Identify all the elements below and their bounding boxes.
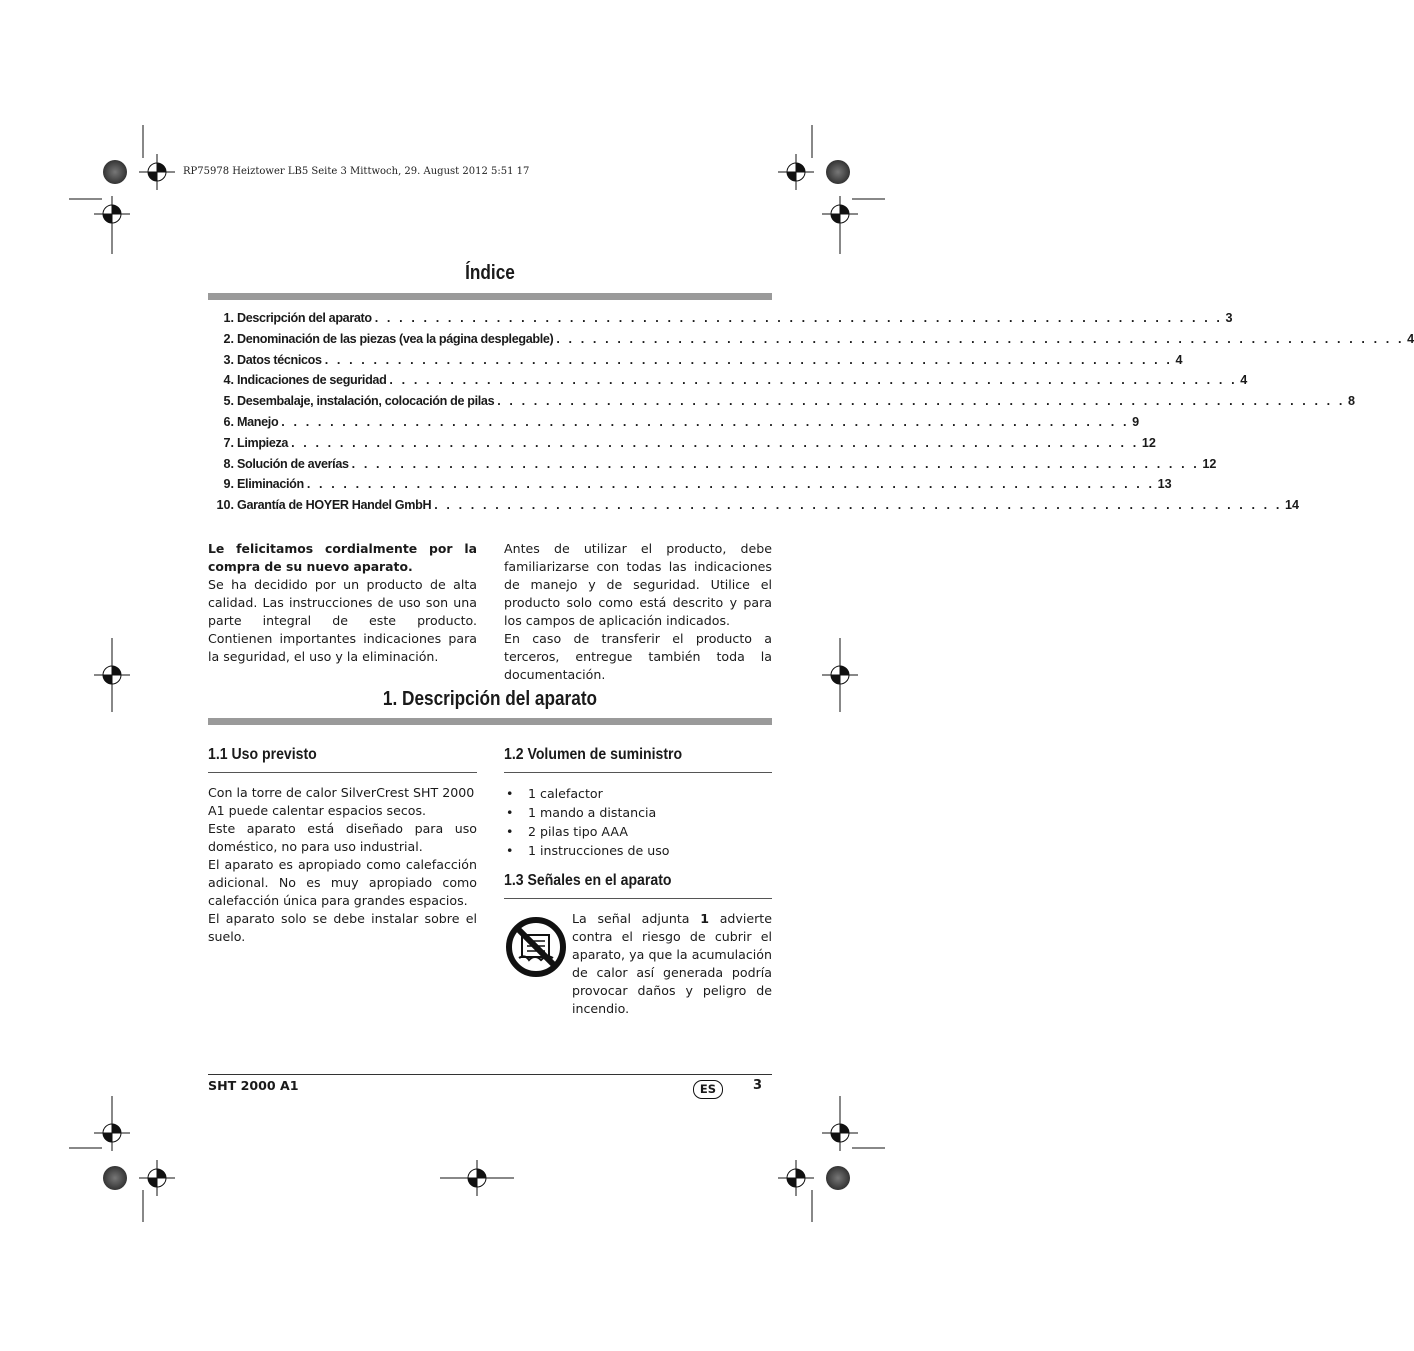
- print-info: RP75978 Heiztower LB5 Seite 3 Mittwoch, 29. August 2012 5:51 17: [183, 166, 530, 177]
- index-title: Índice: [465, 262, 515, 284]
- intro-right-p2: En caso de transferir el producto a terceros, entregue también toda la documentación.: [504, 631, 772, 682]
- list-item: • 1 instrucciones de uso: [504, 841, 772, 860]
- uso-p4: El aparato solo se debe instalar sobre el suelo.: [208, 911, 477, 944]
- toc-item[interactable]: 3. Datos técnicos . . . . . . . . . . . . . . . . . . . . . . . . . . . . . . . . . . . . . . . . . . . . . . . . . . . . . . . . . . . . . . . . . . . . . . 4: [223, 352, 1183, 367]
- intro-left-text: Se ha decidido por un producto de alta calidad. Las instrucciones de uso son una parte integral de este producto. Contienen importantes indicaciones para la seguridad, el uso y la eliminación.: [208, 577, 477, 664]
- toc-item[interactable]: 4. Indicaciones de seguridad . . . . . . . . . . . . . . . . . . . . . . . . . . . . . . . . . . . . . . . . . . . . . . . . . . . . . . . . . . . . . . . . . . . . . . 4: [223, 373, 1248, 388]
- toc-item[interactable]: 1. Descripción del aparato . . . . . . . . . . . . . . . . . . . . . . . . . . . . . . . . . . . . . . . . . . . . . . . . . . . . . . . . . . . . . . . . . . . . . . 3: [223, 311, 1233, 325]
- senales-text: La señal adjunta 1 advierte contra el riesgo de cubrir el aparato, ya que la acumulación de calor así generada podría provocar daños y peligro de incendio.: [572, 911, 772, 1016]
- index-rule: [208, 293, 772, 300]
- volumen-heading: 1.2 Volumen de suministro: [504, 746, 683, 763]
- toc-item[interactable]: 7. Limpieza . . . . . . . . . . . . . . . . . . . . . . . . . . . . . . . . . . . . . . . . . . . . . . . . . . . . . . . . . . . . . . . . . . . . . . 12: [223, 435, 1156, 450]
- uso-heading-rule: [208, 772, 477, 773]
- senales-heading: 1.3 Señales en el aparato: [504, 872, 672, 889]
- list-item: • 1 calefactor: [504, 784, 772, 803]
- uso-previsto-body: [208, 784, 477, 946]
- list-item: • 1 mando a distancia: [504, 803, 772, 822]
- toc-item[interactable]: 8. Solución de averías . . . . . . . . . . . . . . . . . . . . . . . . . . . . . . . . . . . . . . . . . . . . . . . . . . . . . . . . . . . . . . . . . . . . . . 12: [223, 456, 1217, 471]
- uso-p2: Este aparato está diseñado para uso doméstico, no para uso industrial.: [208, 821, 477, 854]
- language-badge: ES: [693, 1080, 723, 1099]
- do-not-cover-icon: [505, 916, 567, 978]
- uso-p3: El aparato es apropiado como calefacción adicional. No es muy apropiado como calefacción única para grandes espacios.: [208, 857, 477, 908]
- intro-right-p1: Antes de utilizar el producto, debe familiarizarse con todas las indicaciones de manejo y de seguridad. Utilice el producto solo como está descrito y para los campos de aplicación indicados.: [504, 541, 772, 628]
- footer-model: SHT 2000 A1: [208, 1078, 299, 1093]
- uso-p1: Con la torre de calor SilverCrest SHT 2000 A1 puede calentar espacios secos.: [208, 785, 475, 818]
- toc-item[interactable]: 5. Desembalaje, instalación, colocación de pilas . . . . . . . . . . . . . . . . . . . . . . . . . . . . . . . . . . . . . . . . . . . . . . . . . . . . . . . . . . . . . . . . . . . . . . 8: [223, 394, 1355, 409]
- page-number: 3: [753, 1078, 763, 1093]
- toc-item[interactable]: 2. Denominación de las piezas (vea la página desplegable) . . . . . . . . . . . . . . . . . . . . . . . . . . . . . . . . . . . . . . . . . . . . . . . . . . . . . . . . . . . . . . . . . . . . . . 4: [223, 331, 1414, 346]
- toc-item[interactable]: 9. Eliminación . . . . . . . . . . . . . . . . . . . . . . . . . . . . . . . . . . . . . . . . . . . . . . . . . . . . . . . . . . . . . . . . . . . . . . 13: [223, 477, 1172, 492]
- volumen-heading-rule: [504, 772, 772, 773]
- senales-heading-rule: [504, 898, 772, 899]
- intro-right: [504, 540, 772, 684]
- uso-previsto-heading: 1.1 Uso previsto: [208, 746, 317, 763]
- toc-item[interactable]: 6. Manejo . . . . . . . . . . . . . . . . . . . . . . . . . . . . . . . . . . . . . . . . . . . . . . . . . . . . . . . . . . . . . . . . . . . . . . 9: [223, 414, 1140, 429]
- toc-item[interactable]: 10. Garantía de HOYER Handel GmbH . . . . . . . . . . . . . . . . . . . . . . . . . . . . . . . . . . . . . . . . . . . . . . . . . . . . . . . . . . . . . . . . . . . . . . 14: [216, 498, 1299, 513]
- footer-rule: [208, 1074, 772, 1075]
- section-title: 1. Descripción del aparato: [382, 688, 598, 710]
- list-item: • 2 pilas tipo AAA: [504, 822, 772, 841]
- intro-lead: Le felicitamos cordialmente por la compra de su nuevo aparato.: [208, 541, 477, 574]
- intro-left: [208, 540, 477, 666]
- volumen-list: [504, 784, 772, 860]
- table-of-contents: [208, 311, 1414, 519]
- section-rule: [208, 718, 772, 725]
